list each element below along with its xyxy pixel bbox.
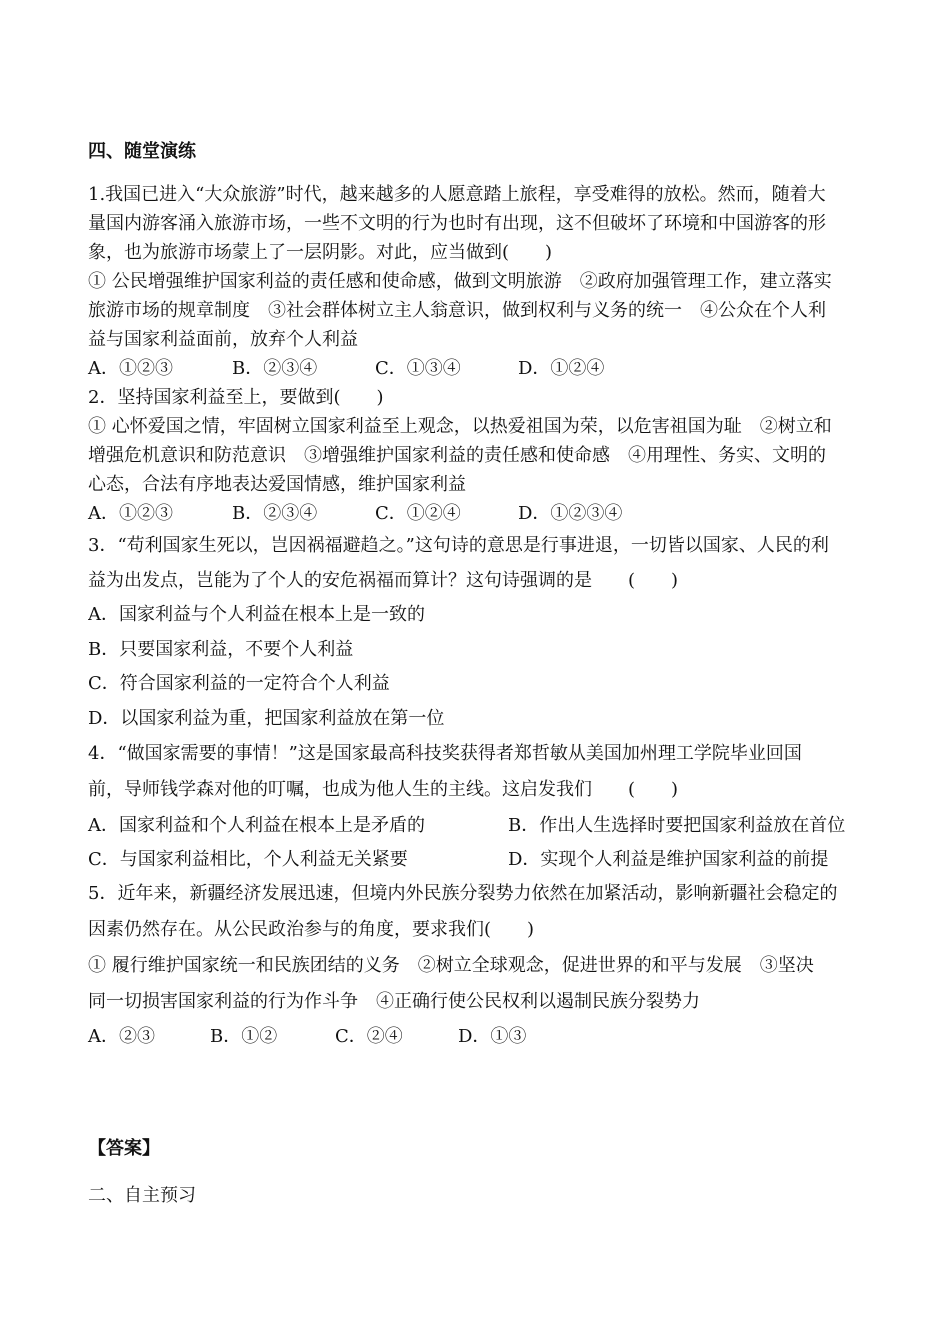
q3-stem-line-2: 益为出发点，岂能为了个人的安危祸福而算计？这句诗强调的是 ( ) — [88, 570, 679, 591]
q1-statement-line-2: 旅游市场的规章制度 ③社会群体树立主人翁意识，做到权利与义务的统一 ④公众在个人利 — [88, 300, 826, 321]
section-title: 四、随堂演练 — [88, 141, 196, 162]
q5-statement-line-2: 同一切损害国家利益的行为作斗争 ④正确行使公民权利以遏制民族分裂势力 — [88, 991, 700, 1012]
q1-stem-line-3: 象，也为旅游市场蒙上了一层阴影。对此，应当做到( ) — [88, 242, 553, 263]
q3-option-a: A．国家利益与个人利益在根本上是一致的 — [88, 604, 425, 625]
q2-option-a: A．①②③ — [88, 503, 173, 524]
q2-statement-line-3: 心态，合法有序地表达爱国情感，维护国家利益 — [88, 474, 466, 495]
q3-option-d: D．以国家利益为重，把国家利益放在第一位 — [88, 708, 445, 729]
q5-option-c: C．②④ — [335, 1026, 403, 1047]
q1-stem-line-2: 量国内游客涌入旅游市场，一些不文明的行为也时有出现，这不但破坏了环境和中国游客的形 — [88, 213, 826, 234]
q2-statement-line-2: 增强危机意识和防范意识 ③增强维护国家利益的责任感和使命感 ④用理性、务实、文明的 — [88, 445, 826, 466]
q5-option-b: B．①② — [210, 1026, 278, 1047]
q2-option-b: B．②③④ — [232, 503, 318, 524]
q5-option-a: A．②③ — [88, 1026, 155, 1047]
q4-stem-line-1: 4．“做国家需要的事情！”这是国家最高科技奖获得者郑哲敏从美国加州理工学院毕业回国 — [88, 743, 802, 764]
q1-statement-line-1: ① 公民增强维护国家利益的责任感和使命感，做到文明旅游 ②政府加强管理工作，建立落实 — [88, 271, 832, 292]
q3-option-c: C．符合国家利益的一定符合个人利益 — [88, 673, 390, 694]
q4-option-d: D．实现个人利益是维护国家利益的前提 — [508, 849, 829, 870]
q5-option-d: D．①③ — [458, 1026, 527, 1047]
q3-stem-line-1: 3．“苟利国家生死以，岂因祸福避趋之。”这句诗的意思是行事进退，一切皆以国家、人民的利 — [88, 535, 829, 556]
q1-stem-line-1: 1.我国已进入“大众旅游”时代，越来越多的人愿意踏上旅程，享受难得的放松。然而，随着大 — [88, 184, 826, 205]
q2-statement-line-1: ① 心怀爱国之情，牢固树立国家利益至上观念，以热爱祖国为荣，以危害祖国为耻 ②树立和 — [88, 416, 832, 437]
q1-option-d: D．①②④ — [518, 358, 605, 379]
q1-option-a: A．①②③ — [88, 358, 173, 379]
q1-option-c: C．①③④ — [375, 358, 461, 379]
q2-option-d: D．①②③④ — [518, 503, 623, 524]
answer-subtitle: 二、自主预习 — [88, 1185, 196, 1206]
q5-stem-line-2: 因素仍然存在。从公民政治参与的角度，要求我们( ) — [88, 919, 535, 940]
q3-option-b: B．只要国家利益，不要个人利益 — [88, 639, 354, 660]
q1-statement-line-3: 益与国家利益面前，放弃个人利益 — [88, 329, 358, 350]
q4-option-a: A．国家利益和个人利益在根本上是矛盾的 — [88, 815, 425, 836]
q5-statement-line-1: ① 履行维护国家统一和民族团结的义务 ②树立全球观念，促进世界的和平与发展 ③坚决 — [88, 955, 814, 976]
q1-option-b: B．②③④ — [232, 358, 318, 379]
answer-title: 【答案】 — [88, 1138, 160, 1159]
q4-option-c: C．与国家利益相比，个人利益无关紧要 — [88, 849, 408, 870]
q4-option-b: B．作出人生选择时要把国家利益放在首位 — [508, 815, 846, 836]
q2-stem-line-1: 2．坚持国家利益至上，要做到( ) — [88, 387, 384, 408]
q2-option-c: C．①②④ — [375, 503, 461, 524]
q5-stem-line-1: 5．近年来，新疆经济发展迅速，但境内外民族分裂势力依然在加紧活动，影响新疆社会稳定的 — [88, 883, 838, 904]
q4-stem-line-2: 前，导师钱学森对他的叮嘱，也成为他人生的主线。这启发我们 ( ) — [88, 779, 679, 800]
